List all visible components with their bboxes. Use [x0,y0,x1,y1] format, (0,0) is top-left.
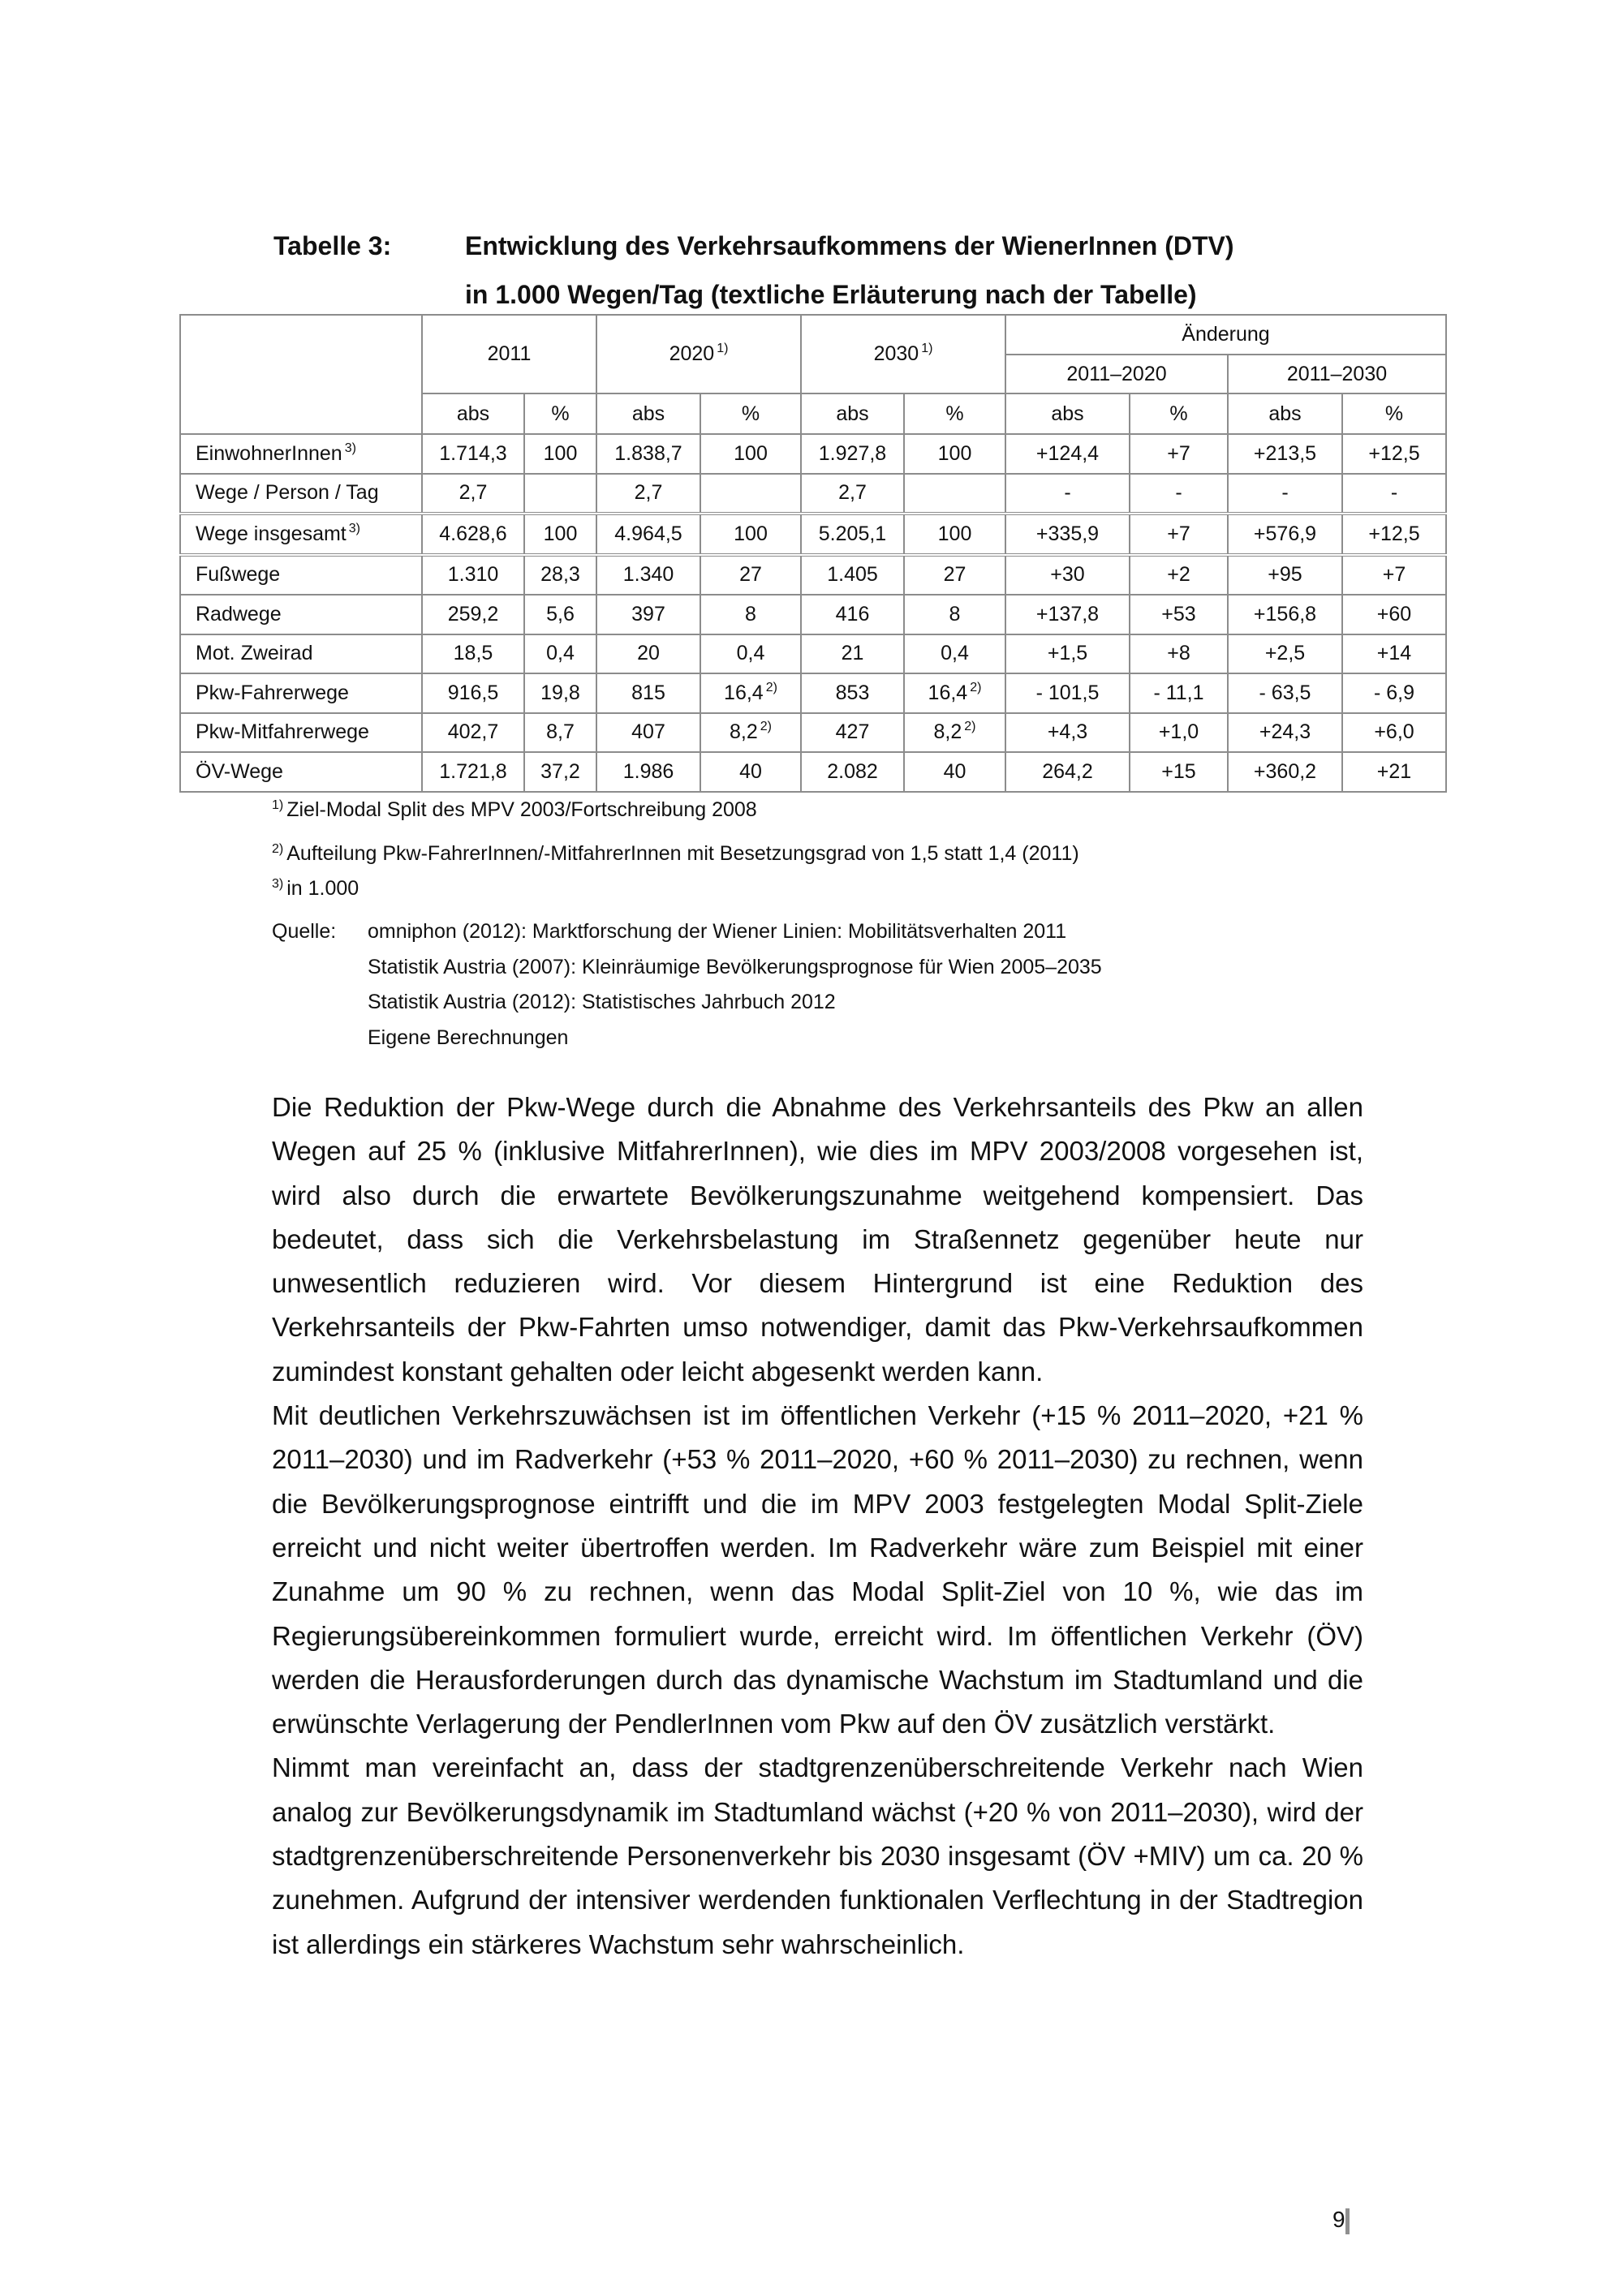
table-cell: +15 [1130,752,1228,792]
subheader-cell: abs [1005,393,1130,434]
table-cell: 37,2 [524,752,596,792]
subheader-cell: % [904,393,1005,434]
table-caption-subtitle: in 1.000 Wegen/Tag (textliche Erläuterung nach der Tabelle) [465,280,1197,309]
table-cell: 100 [700,514,801,555]
table-row [180,713,1446,753]
table-cell: 416 [801,595,904,634]
table-cell: 5.205,1 [801,514,904,555]
table-cell: 1.405 [801,555,904,595]
header-change: Änderung [1005,315,1446,355]
traffic-volume-table [179,314,1447,793]
table-cell: 4.628,6 [422,514,524,555]
table-cell: 1.340 [596,555,700,595]
table-cell: 2,7 [596,474,700,514]
table-row [180,434,1446,474]
table-cell: 28,3 [524,555,596,595]
row-label: Pkw-Fahrerwege [180,673,422,713]
table-cell: 1.714,3 [422,434,524,474]
subheader-cell: % [1342,393,1446,434]
table-cell: 0,4 [700,634,801,674]
table-cell: +156,8 [1228,595,1342,634]
subheader-cell: abs [1228,393,1342,434]
subheader-cell: abs [801,393,904,434]
table-cell: +21 [1342,752,1446,792]
paragraph: Die Reduktion der Pkw-Wege durch die Abnahme des Verkehrsanteils des Pkw an allen Wegen auf 25 % (inklusive MitfahrerInnen), wie dies im MPV 2003/2008 vorgesehen ist, wird also durch die erwartete Bevölkerungszunahme weitgehend kompensiert. Das bedeutet, dass sich die Verkehrsbelastung im Straßennetz gegenüber heute nur unwesentlich reduzieren wird. Vor diesem Hintergrund ist eine Reduktion des Verkehrsanteils der Pkw-Fahrten umso notwendiger, damit das Pkw-Verkehrsaufkommen zumindest konstant gehalten oder leicht abgesenkt werden kann. [272,1092,1363,1387]
subheader-cell: % [524,393,596,434]
table-cell: 20 [596,634,700,674]
table-cell: +12,5 [1342,514,1446,555]
table-cell [904,474,1005,514]
table-cell: - 101,5 [1005,673,1130,713]
table-cell: 1.927,8 [801,434,904,474]
table-cell: +7 [1130,514,1228,555]
table-cell: +95 [1228,555,1342,595]
row-label: Radwege [180,595,422,634]
table-cell: +124,4 [1005,434,1130,474]
row-label: ÖV-Wege [180,752,422,792]
table-cell: - 63,5 [1228,673,1342,713]
header-change-2011-2020: 2011–2020 [1005,355,1228,393]
table-cell: 27 [700,555,801,595]
paragraph: Mit deutlichen Verkehrszuwächsen ist im öffentlichen Verkehr (+15 % 2011–2020, +21 % 2011–2030) und im Radverkehr (+53 % 2011–2020, +60 % 2011–2030) zu rechnen, wenn die Bevölkerungsprognose eintrifft und die im MPV 2003 festgelegten Modal Split-Ziele erreicht und nicht weiter übertroffen werden. Im Radverkehr wäre zum Beispiel mit einer Zunahme um 90 % zu rechnen, wenn das Modal Split-Ziel von 10 %, wie das im Regierungsübereinkommen formuliert wurde, erreicht wird. Im öffentlichen Verkehr (ÖV) werden die Herausforderungen durch das dynamische Wachstum im Stadtumland und die erwünschte Verlagerung der PendlerInnen vom Pkw auf den ÖV zusätzlich verstärkt. [272,1400,1363,1739]
footnote-ref: 2) [964,720,976,734]
table-row [180,474,1446,514]
table-cell: 427 [801,713,904,753]
table-cell: 853 [801,673,904,713]
table-cell: 21 [801,634,904,674]
table-cell: 407 [596,713,700,753]
table-cell: 100 [700,434,801,474]
source-item: omniphon (2012): Marktforschung der Wiener Linien: Mobilitätsverhalten 2011 [368,920,1067,943]
source-item: Eigene Berechnungen [368,1025,569,1049]
table-cell: 402,7 [422,713,524,753]
body-text [272,1086,1363,1967]
header-empty-cell [180,315,422,434]
row-label: Wege / Person / Tag [180,474,422,514]
table-cell: +8 [1130,634,1228,674]
subheader-cell: % [1130,393,1228,434]
table-cell: 1.721,8 [422,752,524,792]
table-row [180,514,1446,555]
table-cell: 0,4 [904,634,1005,674]
table-cell: - [1005,474,1130,514]
table-cell: +213,5 [1228,434,1342,474]
table-cell: 397 [596,595,700,634]
table-cell: 1.310 [422,555,524,595]
table-cell: 100 [524,514,596,555]
table-cell: 16,4 $^{2)}$ [700,673,801,713]
table-cell: +53 [1130,595,1228,634]
table-cell: - [1130,474,1228,514]
footnote-ref: 3) [344,441,356,455]
table-row [180,555,1446,595]
table-cell: - [1342,474,1446,514]
table-cell: 916,5 [422,673,524,713]
table-cell: 16,4 $^{2)}$ [904,673,1005,713]
paragraph: Nimmt man vereinfacht an, dass der stadtgrenzenüberschreitende Verkehr nach Wien analog zur Bevölkerungsdynamik im Stadtumland wächst (+20 % von 2011–2030), wird der stadtgrenzenüberschreitende Personenverkehr bis 2030 insgesamt (ÖV +MIV) um ca. 20 % zunehmen. Aufgrund der intensiver werdenden funktionalen Verflechtung in der Stadtregion ist allerdings ein stärkeres Wachstum sehr wahrscheinlich. [272,1752,1363,1959]
table-cell: 8,2 $^{2)}$ [904,713,1005,753]
page-number: 9 [1332,2207,1345,2232]
row-label: Pkw-Mitfahrerwege [180,713,422,753]
table-cell: 4.964,5 [596,514,700,555]
table-cell: 27 [904,555,1005,595]
footnote: $^{2)}$ Aufteilung Pkw-FahrerInnen/-MitfahrerInnen mit Besetzungsgrad von 1,5 statt 1,4 (2011) [272,842,1079,865]
footnote-ref: 1) [717,342,729,355]
table-cell: 19,8 [524,673,596,713]
table-cell: 5,6 [524,595,596,634]
table-row [180,595,1446,634]
footnote-ref: 2) [760,720,772,734]
table-cell: 2.082 [801,752,904,792]
table-cell: 264,2 [1005,752,1130,792]
footnote-ref: 1) [921,342,933,355]
table-cell: +360,2 [1228,752,1342,792]
table-row [180,634,1446,674]
table-cell [524,474,596,514]
footnote-mark: 1) [272,798,284,812]
table-cell: 8,2 $^{2)}$ [700,713,801,753]
table-cell: +2,5 [1228,634,1342,674]
table-cell: +7 [1342,555,1446,595]
footnote: $^{1)}$ Ziel-Modal Split des MPV 2003/Fortschreibung 2008 [272,798,757,821]
table-cell: +30 [1005,555,1130,595]
table-cell: 8 [904,595,1005,634]
table-cell [700,474,801,514]
row-label: Fußwege [180,555,422,595]
table-cell: +7 [1130,434,1228,474]
table-cell: 0,4 [524,634,596,674]
table-caption-label: Tabelle 3: [273,231,392,260]
header-year-2020: 2020 $^{1)}$ [596,315,801,393]
footnote-mark: 2) [272,842,284,856]
table-cell: +335,9 [1005,514,1130,555]
table-cell: +12,5 [1342,434,1446,474]
table-cell: 18,5 [422,634,524,674]
table-cell: +1,5 [1005,634,1130,674]
sources-label: Quelle: [272,920,337,943]
table-cell: +1,0 [1130,713,1228,753]
source-item: Statistik Austria (2012): Statistisches Jahrbuch 2012 [368,991,836,1013]
table-cell: +24,3 [1228,713,1342,753]
table-row [180,752,1446,792]
table-cell: - 11,1 [1130,673,1228,713]
table-cell: 259,2 [422,595,524,634]
row-label: EinwohnerInnen $^{3)}$ [180,434,422,474]
table-caption-title: Entwicklung des Verkehrsaufkommens der WienerInnen (DTV) [465,231,1234,260]
footnote-mark: 3) [272,877,284,891]
row-label: Mot. Zweirad [180,634,422,674]
footnote-ref: 2) [765,680,777,694]
table-cell: +2 [1130,555,1228,595]
table-cell: - 6,9 [1342,673,1446,713]
header-year-2030: 2030 $^{1)}$ [801,315,1005,393]
table-cell: +137,8 [1005,595,1130,634]
table-cell: 1.986 [596,752,700,792]
footnote-ref: 2) [970,680,982,694]
table-cell: 815 [596,673,700,713]
subheader-cell: abs [422,393,524,434]
table-cell: +6,0 [1342,713,1446,753]
table-cell: 8 [700,595,801,634]
table-cell: 2,7 [801,474,904,514]
table-cell: 8,7 [524,713,596,753]
table-cell: +60 [1342,595,1446,634]
table-cell: 100 [904,514,1005,555]
table-row [180,673,1446,713]
source-item: Statistik Austria (2007): Kleinräumige Bevölkerungsprognose für Wien 2005–2035 [368,955,1102,978]
table-cell: 40 [700,752,801,792]
table-cell: +4,3 [1005,713,1130,753]
table-cell: 100 [524,434,596,474]
header-year-2011: 2011 [422,315,596,393]
table-cell: 40 [904,752,1005,792]
footnote-ref: 3) [348,521,360,535]
table-cell: +576,9 [1228,514,1342,555]
page-number-bar [1345,2208,1350,2234]
subheader-cell: % [700,393,801,434]
footnote: $^{3)}$ in 1.000 [272,877,359,900]
table-cell: +14 [1342,634,1446,674]
subheader-cell: abs [596,393,700,434]
table-cell: 100 [904,434,1005,474]
header-change-2011-2030: 2011–2030 [1228,355,1446,393]
table-cell: - [1228,474,1342,514]
table-cell: 1.838,7 [596,434,700,474]
table-cell: 2,7 [422,474,524,514]
row-label: Wege insgesamt $^{3)}$ [180,514,422,555]
